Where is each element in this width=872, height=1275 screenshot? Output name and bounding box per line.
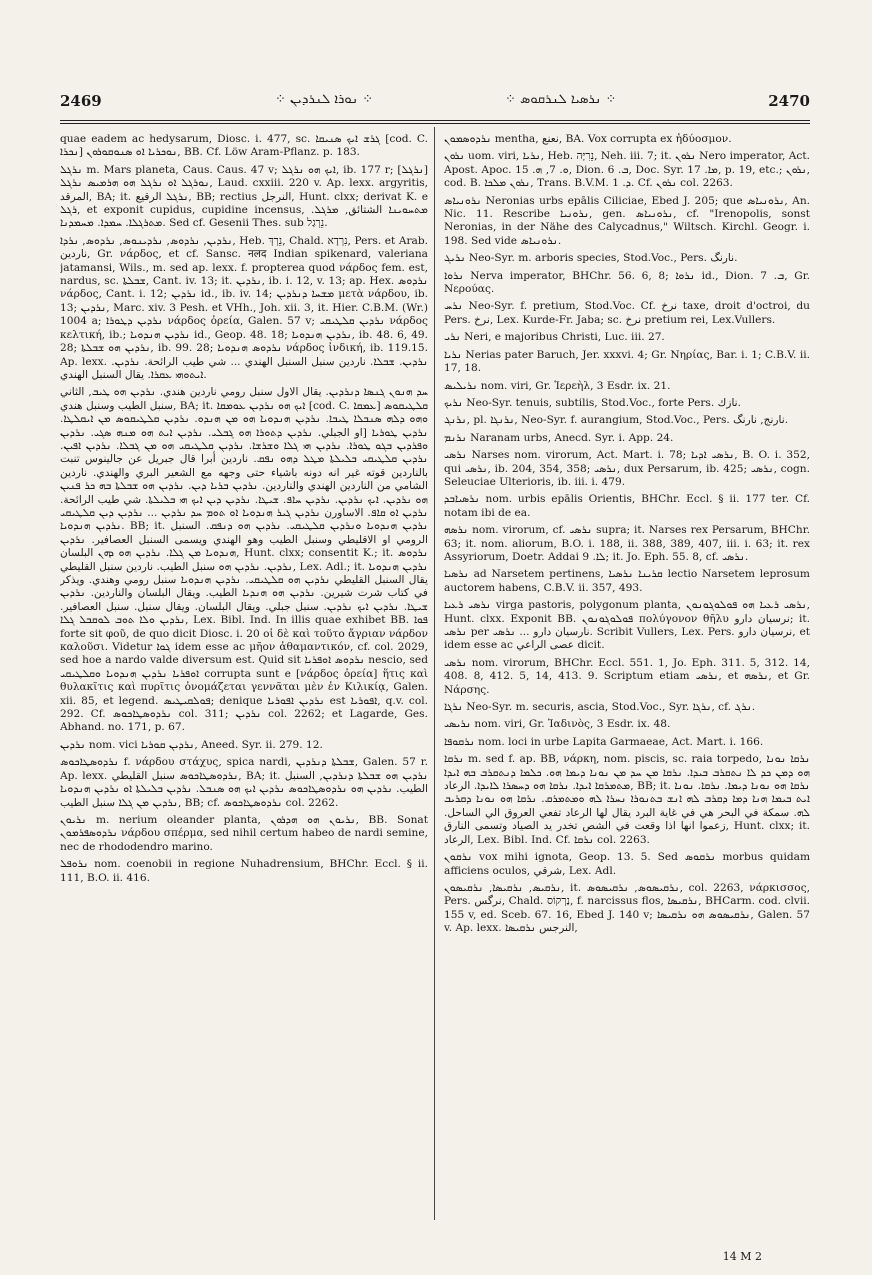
entry: ܚܕ ܗܢܘܢ ܓܢܣܐ ܕܢܪܕܝܢ. يقال الاول سنبل رومي ناردين هندي. ܢܪܕܝܢ ܗܘ ܛܝܒ, الثاني سنبل الطيب وسنبل هندي, BA; it. ܐܝܟ ܗܘ ܢܪܕܝܢ ܥܘܡܩܐ [cod. C. ܥܡܩܐ] ܩܠܛܝܩܘܣ ܘܗܘ ܕܠܗ ܣܢܒܠܐ ܛܝܒܐ. ܢܪܕܝܢ ܗܢܕܘܝܐ ܗܘ ܡܢ ܗܢܕܘ. ܢܪܕܝܢ ܩܠܛܝܩܘܣ ܡܢ ܐܝܩܠܛܐ. ܢܪܕܝܢ ܛܘܪܝܐ [او الجبلي. ܢܪܕܝܢ ܕܬܘܪܐ ܗܘ ܓܒܠܝ. ܢܪܕܝܢ ܐܝܬ ܗܘ ܡܢܗ ܣܓܝ. ܢܪܕܝܢ ܘܦܪܕܝܢ ܒܓܘ ܛܘܪܐ. ܢܪܕܝܢ ܗܝ ܓܠܐ ܘܫܪܫܐ. ܢܪܕܝܢ ܩܠܛܝܩܝ ܗܘ ܡܢ ܓܒܠܐ. ܢܪܕܝܢ ܐܦܝܢ. ܢܪܕܝܢ ܩܠܛܝܩܝ ܒܠܝܠܬܐ ܡܛܠ ܕܗܘ ܢܦܩ. ناردين أبرا قال جبريل عن جالينوس تنبت بالناردين قوته غير انه دونه باشياء حتى وجهه مع الشعير البري والهندي. ناردين الشامي من الناردين الهندي والناردين. ܢܪܕܝܢ ܒܪܝܐ ܕܝܢ. ܢܪܕܝܢ ܗܘ ܫܒܠܬܐ ܒܗ ܟܪ ܦܢܝܢ ܗܘ ܢܪܕܝܢ. ܐܝܟ ܢܪܕܝܢ. ܢܪܕܝܢ ܚܐܦ. ܫܝܛܐ. ܢܪܕܝܢ ܕܝܢ ܐܝܟ ܗܝ ܒܠܝܠܬܐ. شي طيب الرائحة. ܢܪܕܝܢ ܐܘ ܩܐܦ. الاساورن ܢܪܕܝܢ ܓܝܪ ܗܢܕܘܝܐ ܐܘ ܬܘܡ ܚܕ ܢܪܕܝܢ ... ܢܪܕܝܢ ܕܝܢ ܩܠܛܝܩܝ ܢܪܕܝܢ ܗܢܕܘܝܐ. BB; it. ܢܪܕܝܢ ܗܢܕܘܝܐ ܘܢܪܕܝܢ ܩܠܛܝܩܝ. ܢܪܕܝܢ ܗܘ ܕܢܦܩ. السنبل الرومي او الاقليطي وسنبل الطيب وهو الهندي ويسمى السنبل العصافير. ܢܪܕܝܢ ܗܢܕܘܝܐ ܡܢ ܓܠܐ. ܢܪܕܝܢ ܗܘ ܕܗܢ البلسان, Hunt. clxx; consentit K.; it. ܢܪܕܘܣ ܢܪܕܝܢ. ܢܪܕܝܢ ܗܘ سنبل الطيب. ناردين سنبل القليطي, Lex. Adl.; it. ܢܪܕܝܢ ܗܢܕܘܝܐ يقال السنبل القليطي ܢܪܕܝܢ ܗܘ ܩܠܛܝܩܝ. ܢܪܕܝܢ ܗܢܕܘܝܐ سنبل رومي وهندي. ويذكر في كتاب شرت شيرين. ܢܪܕܝܢ ܗܘ ܗܢܕܝܐ الطيب. ويقال البلسان والناردين. ܢܪܕܝܢ ܫܝܛܐ. ܢܪܕܝܢ ܐܝܟ ܢܪܕܝܢ. سنبل جبلي. ويقال البلسان. ويقال سنبل. سنبل العصافير. ܢܪܕܝܢ ܘܠܐ ܬܘܒ ܠܘܩܒܠ ܓܠܐ, Lex. Bibl. Ind. In illis quae exhibet BB. ܦܘܐ forte sit φοῦ, de quo dicit Diosc. i. 20 οἱ δὲ καὶ τοῦτο ἄγριαν νάρδον καλοῦσι. Videtur ܓܘܐ idem esse ac μῆον ἀθαμαντικόν, cf. col. 2029, sed hoe a nardo valde diversum est. Quid sit ܢܪܕܘܣ ܐܘܦܪܝܐ nescio, sed ܐܘܦܪܝܐ ܢܪܕܝܢ ܗܢܕܘܝܐ ܘܩܠܛܝܩܝ corrupta sunt e [νάρδος ὀρεία] ἥτις καὶ θυλακῖτις καὶ πυρῖτις ὀνομάζεται γεννᾶται μὲν ἐν Κιλικίᾳ, Galen. xii. 85, et legend. ܦܘܠܩܝܛܝܣ; denique ܢܪܕܝܢ ܐܦܘܪܝܐ est ܐܦܘܪܝܐ, q.v. col. 292. Cf. ܢܪܕܘܣܛܐܟܘܣ col. 311; ܢܪܕܝܢ col. 2262; et Lagarde, Ges. Abhand. no. 171, p. 67.	[60, 386, 428, 734]
entry: ܢܪܢܡ Naranam urbs, Anecd. Syr. i. App. 24.	[444, 431, 674, 444]
entry: ܢܪܕܘܣܛܐܟܘܣ f. νάρδου στάχυς, spica nardi, ܫܒܠܬܐ ܕܢܪܕܝܢ, Galen. 57 r. Ap. lexx. ܢܪܕܘܣܛܐܟܘܣ سنبل القليطي, BA; it. ܢܪܕܝܢ ܗܘ ܫܒܠܬܐ ܕܢܪܕܝܢ, السنبل الطيب. ܢܪܕܝܢ ܗܘ ܢܪܕܘܣܛܐܟܘܣ ܢܪܕܝܢ ܐܝܟ ܗܘ ܣܢܒܠ. ܢܪܕܝܢ ܒܠܝܠܬܐ ܐܘ ܢܪܕܝܢ ܗܢܕܘܝܐ ܢܪܕܝܢ ܡܢ ܓܠܐ سنبل الطيب, BB; cf. ܢܪܕܘܣܛܐܟܘܣ col. 2262.	[60, 756, 428, 809]
header-rule-top	[60, 120, 810, 121]
page-number-right: 2470	[768, 92, 810, 110]
entry: ܢܪܝܘܢ m. nerium oleander planta, ܢܪܝܘܢ ܗܘ ܗܕܪܘܢ, BB. Sonat ܢܪܕܘܣܦܪܡܘܢ νάρδου σπέρμα, sed nihil certum habeo de nardi semine, nec de rhododendro marino.	[60, 813, 428, 853]
column-divider	[434, 127, 435, 1220]
left-column	[60, 133, 428, 1143]
entry: quae eadem ac hedysarum, Diosc. i. 477, sc. ܓܪܫ ܐܝܟ ܣܢܝܩܐ [cod. C. ܢܟܪܐ] ܢܘܟܪܝܐ ܐܘ ܣܢܘܩܘܪܘܢ, BB. Cf. Löw Aram-Pflanz. p. 183.	[60, 133, 428, 159]
entry: ܢܪܝܐ Nerias pater Baruch, Jer. xxxvi. 4; Gr. Νηρίας, Bar. i. 1; C.B.V. ii. 17, 18.	[444, 348, 810, 375]
entry: ܢܪܕܝܢ, ܢܪܕܘܣ, ܢܪܕܝܢܘܣ, ܢܪܕܘܣ, ܢܪܕܐ, Heb. נֵרְדְּ, Chald. נִרְדָא, Pers. et Arab. ناردين, Gr. νάρδος, et cf. Sansc. नलद Indian spikenard, valeriana jatamansi, Wils., m. sed ap. lexx. f. propterea quod νάρδος fem. est, nardus, sc. ܫܒܠܬܐ, Cant. iv. 13; it. ܢܪܕܝܢ, ib. i. 12, v. 13; ap. Hex. ܢܪܕܘܣ νάρδος, Cant. i. 12; ܢܪܕܝܢ id., ib. iv. 14; ܡܫܚܐ ܕܢܪܕܝܢ μετὰ νάρδου, ib. 13; ܢܪܕܝܢ, Marc. xiv. 3 Pesh. et VHh., Joh. xii. 3, it. Hier. C.B.M. (Wr.) 1004 a; ܢܪܕܝܢ ܕܛܘܪܐ νάρδος ὀρεία, Galen. 57 v; ܢܪܕܝܢ ܩܠܛܝܩܝ νάρδος κελτική, ib.; ܢܪܕܝܢ ܗܢܕܘܝܐ id., Geop. 48. 18; ܢܪܕܝܢ ܗܢܕܘܝܐ, ib. 48. 6, 49. 28; ܢܪܕܝܢ ܗܘ ܫܒܠܬܐ, ib. 99. 28; ܢܪܕܘܣ ܗܢܕܘܝܐ νάρδος ἰνδική, ib. 119.15. Ap. lexx. ܢܪܕܝܢ. ܫܒܠܐ. ناردين سنبل السنبل الهندي ... شي طيب الرائحة. ܢܪܕܝܢ. ܐܝܬܘܗܝ ܥܩܪܐ. يقال السنبل الهندي.	[60, 234, 428, 381]
entry: ܢܪܚ Neo-Syr. f. pretium, Stod.Voc. Cf. نرخ taxe, droit d'octroi, du Pers. نرخ, Lex. Kurde-Fr. Jaba; sc. نرخ pretium rei, Lex.Vullers.	[444, 300, 810, 326]
entry: ܢܪܝܠܝܣ nom. viri, Gr. Ἱερεὴλ, 3 Esdr. ix. 21.	[444, 379, 671, 392]
running-head-left: ⁘ ܢܘܪܐ ܠܢܪܕܝܢ ⁘	[275, 92, 374, 107]
page-number-left: 2469	[60, 92, 102, 110]
right-column	[444, 133, 810, 1183]
entry: ܢܪܓܐ Neo-Syr. m. securis, ascia, Stod.Voc., Syr. ܢܪܓܐ, cf. ܢܪܓ.	[444, 701, 756, 714]
entry: ܢܪܣܝ Narses nom. virorum, Act. Mart. i. 78; ܢܪܣܝ ܐܕܝܐ, B. O. i. 352, qui ܢܪܣܝ, ib. 204, 354, 358; ܢܪܣܝ, dux Persarum, ib. 425; ܢܪܣܝ, cogn. Seleuciae Ulterioris, ib. iii. i. 479.	[444, 449, 810, 488]
entry: ܢܪܘܢܝܐܣ Neronias urbs epālis Ciliciae, Ebed J. 205; que ܢܪܘܢܝܐܣ, An. Nic. 11. Rescribe ܢܪܘܢܝܐ, gen. ܢܪܘܢܝܐܣ, cf. "Irenopolis, sonst Neronias, in der Nähe des Calycadnus," Wiltsch. Kirchl. Geogr. i. 198. Sed vide ܢܪܘܢܝܐܣ.	[444, 194, 810, 247]
entry: ܢܪܘܐ Nerva imperator, BHChr. 56. 6, 8; ܢܪܘܐ id., Dion. ܒ. 7, Gr. Νερούας.	[444, 269, 810, 296]
entry: ܢܪܝܣܝ nom. viri, Gr. Ἰαδινὸς, 3 Esdr. ix. 48.	[444, 718, 671, 731]
entry: ܢܪܘܦܠ nom. coenobii in regione Nuhadrensium, BHChr. Eccl. § ii. 111, B.O. ii. 416.	[60, 858, 428, 884]
entry: ܢܪܘܢ uom. viri, ܢܪܝܐ, Heb. נֵרִיָּה, Neh. iii. 7; it. ܢܪܘܢ Nero imperator, Act. Apost. Apoc. ܘ. 7, ܗ. 15, Dion. ܒ. 6, Doc. Syr. ܡܐ. 17, p. 19, etc.; ܢܪܘܢ, cod. B. ܢܪܘܢ ܡܠܟܐ, Trans. B.V.M. ܕ. 1. Cf. ܢܪܘܢ col. 2263.	[444, 150, 810, 190]
entry: ܢܪܝܟ Neo-Syr. tenuis, subtilis, Stod.Voc., forte Pers. نازك.	[444, 396, 741, 409]
entry: ܢܪܣܝܐܒܕ nom. urbis epālis Orientis, BHChr. Eccl. § ii. 177 ter. Cf. notam ibi de ea.	[444, 493, 810, 519]
entry: ܢܪܢܓ, pl. ܢܪܢܓܐ, Neo-Syr. f. aurangium, Stod.Voc., Pers. نارنج, نارنگ.	[444, 414, 789, 427]
entry: ܢܪܝ Neri, e majoribus Christi, Luc. iii. 27.	[444, 331, 665, 344]
entry: ܢܪܣܝ nom. virorum, BHChr. Eccl. 551. 1, Jo. Eph. 311. 5, 312. 14, 408. 8, 412. 5, 14, 413. 9. Scriptum etiam ܢܪܣܝ, et ܢܪܣܗ, et Gr. Νάρσης.	[444, 656, 810, 696]
entry: ܢܪܩܘܢ vox mihi ignota, Geop. 13. 5. Sed ܢܪܩܘܣ morbus quidam afficiens oculos, شرقي, Lex. Adl.	[444, 851, 810, 877]
entry: ܢܪܩܝܣ, ܢܪܩܝܣܐ, ܢܪܩܝܣܘܢ, it. ܢܪܩܝܣܘܣ, ܢܪܩܝܣܘܣ, col. 2263, νάρκισσος, Pers. نرگس, Chald. נַרְקוֹס, f. narcissus flos, ܢܪܩܝܣܐ, BHCarm. cod. clvii. 155 v, ed. Sceb. 67. 16, Ebed J. 140 v; ܢܪܩܝܣܘܣ ܗܘ ܢܪܩܝܣܐ, Galen. 57 v. Ap. lexx. النرجس ܢܪܩܝܣܐ,	[444, 881, 810, 935]
entry: ܢܪܕܘܣܡܘܢ mentha, نعنع, BA. Vox corrupta ex ἡδύοσμον.	[444, 133, 732, 145]
entry: ܢܪܝܓ Neo-Syr. m. arboris species, Stod.Voc., Pers. نارنگ.	[444, 252, 738, 265]
signature-mark: 14 M 2	[722, 1250, 762, 1263]
entry: ܢܪܣܝ ܪܥܝܐ virga pastoris, polygonum planta, ܢܪܣܝ ܪܥܝܐ ܗܘ ܦܘܠܘܓܘܢܘܢ, Hunt. clxx. Exponit BB. ܦܘܠܘܓܘܢܘܢ πολύγονον θῆλυ نرسيان دارو; it. ܢܪܣܝ per نارسيان دارو ... ܢܪܣܝ. Scribit Vullers, Lex. Pers. نرسيان دارو, et idem esse ac عصى الراعي dicit.	[444, 599, 810, 652]
running-head-right: ⁘ ܢܪܣܝܐ ܠܢܪܩܘܣ ⁘	[505, 92, 617, 107]
header-rule-bottom	[60, 123, 810, 124]
entry: ܢܪܓܠ m. Mars planeta, Caus. Caus. 47 v; ܐܝܟ ܗܘ ܢܪܓܠ, ib. 177 r; [ܢܪܓܠ] ܢܘܪܓܠ ܐܘ ܢܪܓܠ ܗܘ ܗܪܡܝܣ ܢܪܓܠ, Laud. cxxiii. 220 v. Ap. lexx. argyritis, المرقد, BA; it. ܢܪܓܠ الرقيع, BB; rectius النرجل, Hunt. clxx; derivat K. e ܪܓܠ, et exponit cupidus, cupidine incensus, ܡܬܚܘܝܢܐ الشتائق, ܡܪܓܠ. ܡܬܪܓܠܐ. ܚܡܕܐ. ܡܚܡܕܢܐ. Sed cf. Gesenii Thes. sub נֵרְגַל.	[60, 163, 428, 230]
entry: ܢܪܣܝܐ ad Narsetem pertinens, ܩܪܝܢܐ ܢܪܣܝܐ lectio Narsetem leprosum auctorem habens, C.B.V. ii. 357, 493.	[444, 568, 810, 594]
entry: ܢܪܩܐ m. sed f. ap. BB, νάρκη, nom. piscis, sc. raia torpedo, ܢܪܩܐ ܢܘܢܐ ܗܘ ܕܡܢ ܟܕ ܠܐ ܢܬܩܪܒ ܒܝܕܐ. ܢܪܩܐ ܡܢ ܚܕ ܡܢ ܢܘܢܐ ܕܝܡܐ ܗܘ. ܟܠܡܐ ܕܢܬܩܪܒ ܒܗ ܐܝܕܐ ܡܬܡܪܩܐ ܐܝܕܐ. ܢܪܩܐ ܗܘ ܕܚܣܪܐ ܠܐܝܕܐ. الرعاد, BB; it. ܢܪܩܐ ܗܘ ܢܘܢܐ ܕܝܡܐ. ܢܪܩܐ. ܢܘܢܐ ܐܝܬ ܒܝܡܐ ܗܢܐ ܕܡܐ ܕܩܪܒ ܠܗ ܐܢܫ ܒܬܢܘܪܐ ܢܚܪܐ ܠܗ ܘܡܬܡܪܩ. ܢܪܩܐ ܗܘ ܢܘܢܐ ܕܩܪܝܒ ܠܗ. سمكة في البحر هي في غاية البرد يقال لها الرعاد تفعي العروق الي الساحل. زعموا انها اذا وقعت في الشص تخدر يد الصياد وتسمى النارق, Hunt. clxx; it. الرعاد, Lex. Bibl. Ind. Cf. ܢܪܩܐ col. 2263.	[444, 753, 810, 846]
entry: ܢܪܣܗ nom. virorum, cf. ܢܪܣܝ supra; it. Narses rex Persarum, BHChr. 63; it. nom. aliorum, B.O. i. 188, ii. 388, 389, 407, iii. i. 63; it. rex Assyriorum, Doetr. Addai ܠܐ. 9; it. Jo. Eph. 55. 8, cf. ܢܪܣܝ.	[444, 524, 810, 563]
entry: ܢܪܩܘܦܐ nom. loci in urbe Lapita Garmaeae, Act. Mart. i. 166.	[444, 735, 764, 748]
entry: ܢܪܕܝܢ nom. vici ܢܪܕܝܢ ܩܘܪܝܐ, Aneed. Syr. ii. 279. 12.	[60, 738, 323, 751]
